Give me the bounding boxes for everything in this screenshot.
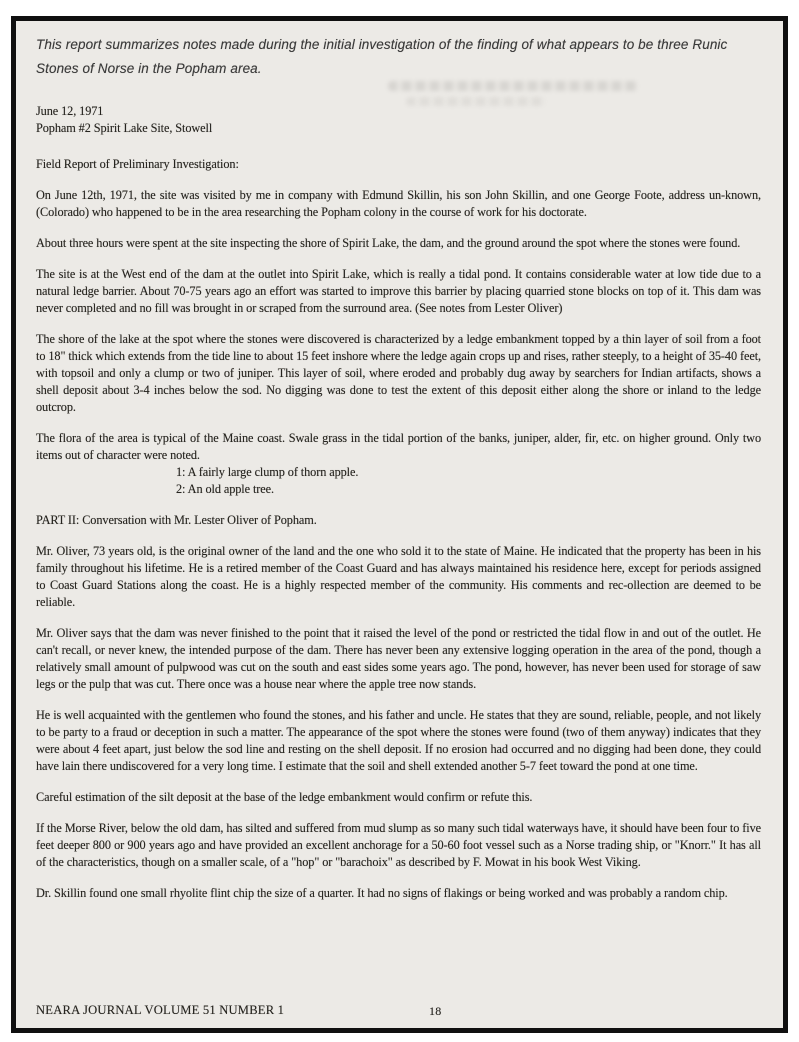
noted-item-1: 1: A fairly large clump of thorn apple. — [176, 465, 359, 479]
part2-heading: PART II: Conversation with Mr. Lester Oliver of Popham. — [36, 513, 317, 527]
dateline-block — [36, 103, 761, 137]
paragraph-site-location: The site is at the West end of the dam at the outlet into Spirit Lake, which is really a tidal pond. It contains considerable water at low tide due to a natural ledge barrier. About 70-75 years ago an effort was started to improve this barrier by placing quarried stone blocks on top of it. This dam was never completed and no fill was brought in or scraped from the surround area. (See notes from Lester Oliver) — [36, 267, 761, 315]
paragraph-dam-history: Mr. Oliver says that the dam was never finished to the point that it raised the level of the pond or restricted the tidal flow in and out of the outlet. He can't recall, or never knew, the intended purpose of the dam. There has never been any extensive logging operation in the area of the pond, though a relatively small amount of pulpwood was cut on the south and east sides some years ago. The pond, however, has never been used for storage of saw legs or the pulp that was cut. There once was a house near where the apple tree now stands. — [36, 626, 761, 691]
paragraph-morse-river: If the Morse River, below the old dam, has silted and suffered from mud slump as so many such tidal waterways have, it should have been four to five feet deeper 800 or 900 years ago and have provided an excellent anchorage for a 50-60 foot vessel such as a Norse trading ship, or "Knorr." It has all of the characteristics, though on a smaller scale, of a "hop" or "barachoix" as described by F. Mowat in his book West Viking. — [36, 821, 761, 869]
paragraph-hours-spent: About three hours were spent at the site inspecting the shore of Spirit Lake, the dam, and the ground around the spot where the stones were found. — [36, 236, 741, 250]
paragraph-shore-description: The shore of the lake at the spot where the stones were discovered is characterized by a ledge embankment topped by a thin layer of soil from a foot to 18" thick which extends from the tide line to about 15 feet inshore where the ledge again crops up and rises, rather steeply, to a height of 35-40 feet, with topsoil and only a clump or two of juniper. This layer of soil, where eroded and probably dug away by searchers for Indian artifacts, shows a shell deposit about 3-4 inches below the sod. No digging was done to test the extent of this deposit either along the shore or inland to the ledge outcrop. — [36, 332, 761, 414]
site-line: Popham #2 Spirit Lake Site, Stowell — [36, 121, 213, 135]
smudge-line — [388, 81, 638, 91]
noted-items-list — [36, 464, 761, 498]
paragraph-oliver-background: Mr. Oliver, 73 years old, is the original owner of the land and the one who sold it to the state of Maine. He indicated that the property has been in his family throughout his lifetime. He is a retired member of the Coast Guard and has always maintained his residence here, except for periods assigned to Coast Guard Stations along the coast. He is a highly respected member of the community. His comments and rec-ollection are deemed to be reliable. — [36, 544, 761, 609]
paragraph-flint-chip: Dr. Skillin found one small rhyolite flint chip the size of a quarter. It had no signs of flakings or being worked and was probably a random chip. — [36, 886, 728, 900]
report-heading: Field Report of Preliminary Investigation: — [36, 157, 239, 171]
paragraph-visit: On June 12th, 1971, the site was visited by me in company with Edmund Skillin, his son John Skillin, and one George Foote, address un-known, (Colorado) who happened to be in the area researching the Popham colony in the course of work for his doctorate. — [36, 188, 761, 219]
journal-volume-label: NEARA JOURNAL VOLUME 51 NUMBER 1 — [36, 1003, 285, 1017]
page-footer — [36, 1003, 761, 1018]
paragraph-silt-estimation: Careful estimation of the silt deposit at the base of the ledge embankment would confirm or refute this. — [36, 790, 533, 804]
paragraph-stone-finders: He is well acquainted with the gentlemen who found the stones, and his father and uncle. He states that they are sound, reliable, people, and not likely to be party to a fraud or deception in such a matter. The appearance of the spot where the stones were found (two of them anyway) indicates that they were about 4 feet apart, just below the sod line and resting on the shell deposit. If no erosion had occurred and no digging had been done, they could have lain there undiscovered for a very long time. I estimate that the soil and shell extended another 5-7 feet toward the pond at one time. — [36, 708, 761, 773]
date-line: June 12, 1971 — [36, 104, 104, 118]
scanned-page — [11, 16, 788, 1033]
noted-item-2: 2: An old apple tree. — [176, 482, 274, 496]
intro-note: This report summarizes notes made during the initial investigation of the finding of what appears to be three Runic Stones of Norse in the Popham area. — [36, 37, 728, 76]
page-number: 18 — [429, 1004, 442, 1018]
paragraph-flora: The flora of the area is typical of the Maine coast. Swale grass in the tidal portion of the banks, juniper, alder, fir, etc. on higher ground. Only two items out of character were noted. — [36, 431, 761, 462]
